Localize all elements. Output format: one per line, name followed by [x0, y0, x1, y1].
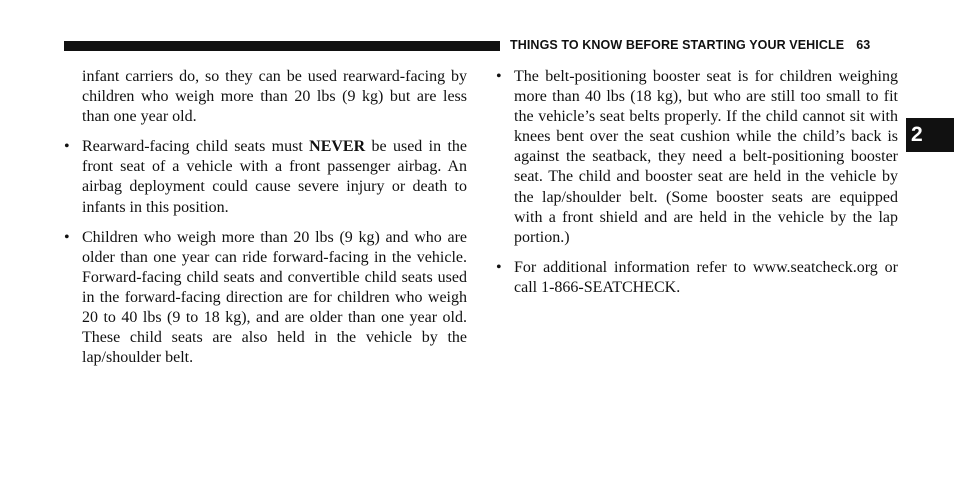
chapter-number: 2	[911, 123, 923, 146]
list-item	[496, 67, 898, 248]
list-item	[496, 258, 898, 298]
list-item	[64, 228, 467, 369]
bullet-text: For additional information refer to www.seatcheck.org or call 1-866-SEATCHECK.	[514, 258, 898, 296]
bullet-text: Children who weigh more than 20 lbs (9 kg) and who are older than one year can ride forward-facing in the vehicle. Forward-facing child seats and convertible child seats used in the forward-facing direction are for children who weigh 20 to 40 lbs (9 to 18 kg), and are older than one year old. These child seats are also held in the vehicle by the lap/shoulder belt.	[82, 228, 467, 367]
emphasis-never: NEVER	[309, 138, 366, 156]
continuation-paragraph: infant carriers do, so they can be used rearward-facing by children who weigh more than 20 lbs (9 kg) but are less than one year old.	[82, 68, 467, 126]
bullet-marker: •	[496, 258, 502, 276]
page-number: 63	[856, 38, 871, 52]
bullet-marker: •	[64, 228, 70, 246]
bullet-text: The belt-positioning booster seat is for children weighing more than 40 lbs (18 kg), but who are still too small to fit the vehicle’s seat belts properly. If the child cannot sit with knees bent over the seat cushion while the child’s back is against the seatback, they need a belt-positioning booster seat. The child and booster seat are held in the vehicle by the lap/shoulder belt. (Some booster seats are equipped with a front shield and are held in the vehicle by the lap portion.)	[514, 68, 898, 246]
bullet-marker: •	[496, 68, 502, 85]
left-column	[64, 67, 468, 368]
right-column	[496, 67, 898, 298]
list-item	[64, 137, 468, 217]
bullet-marker: •	[64, 138, 70, 156]
chapter-tab	[906, 118, 954, 152]
running-header	[510, 38, 870, 54]
bullet-text: Rearward-facing child seats must NEVER be used in the front seat of a vehicle with a front passenger airbag. An airbag deployment could cause severe injury or death to infants in this position.	[82, 138, 468, 216]
header-title: THINGS TO KNOW BEFORE STARTING YOUR VEHICLE	[510, 38, 845, 52]
header-rule	[64, 41, 500, 51]
